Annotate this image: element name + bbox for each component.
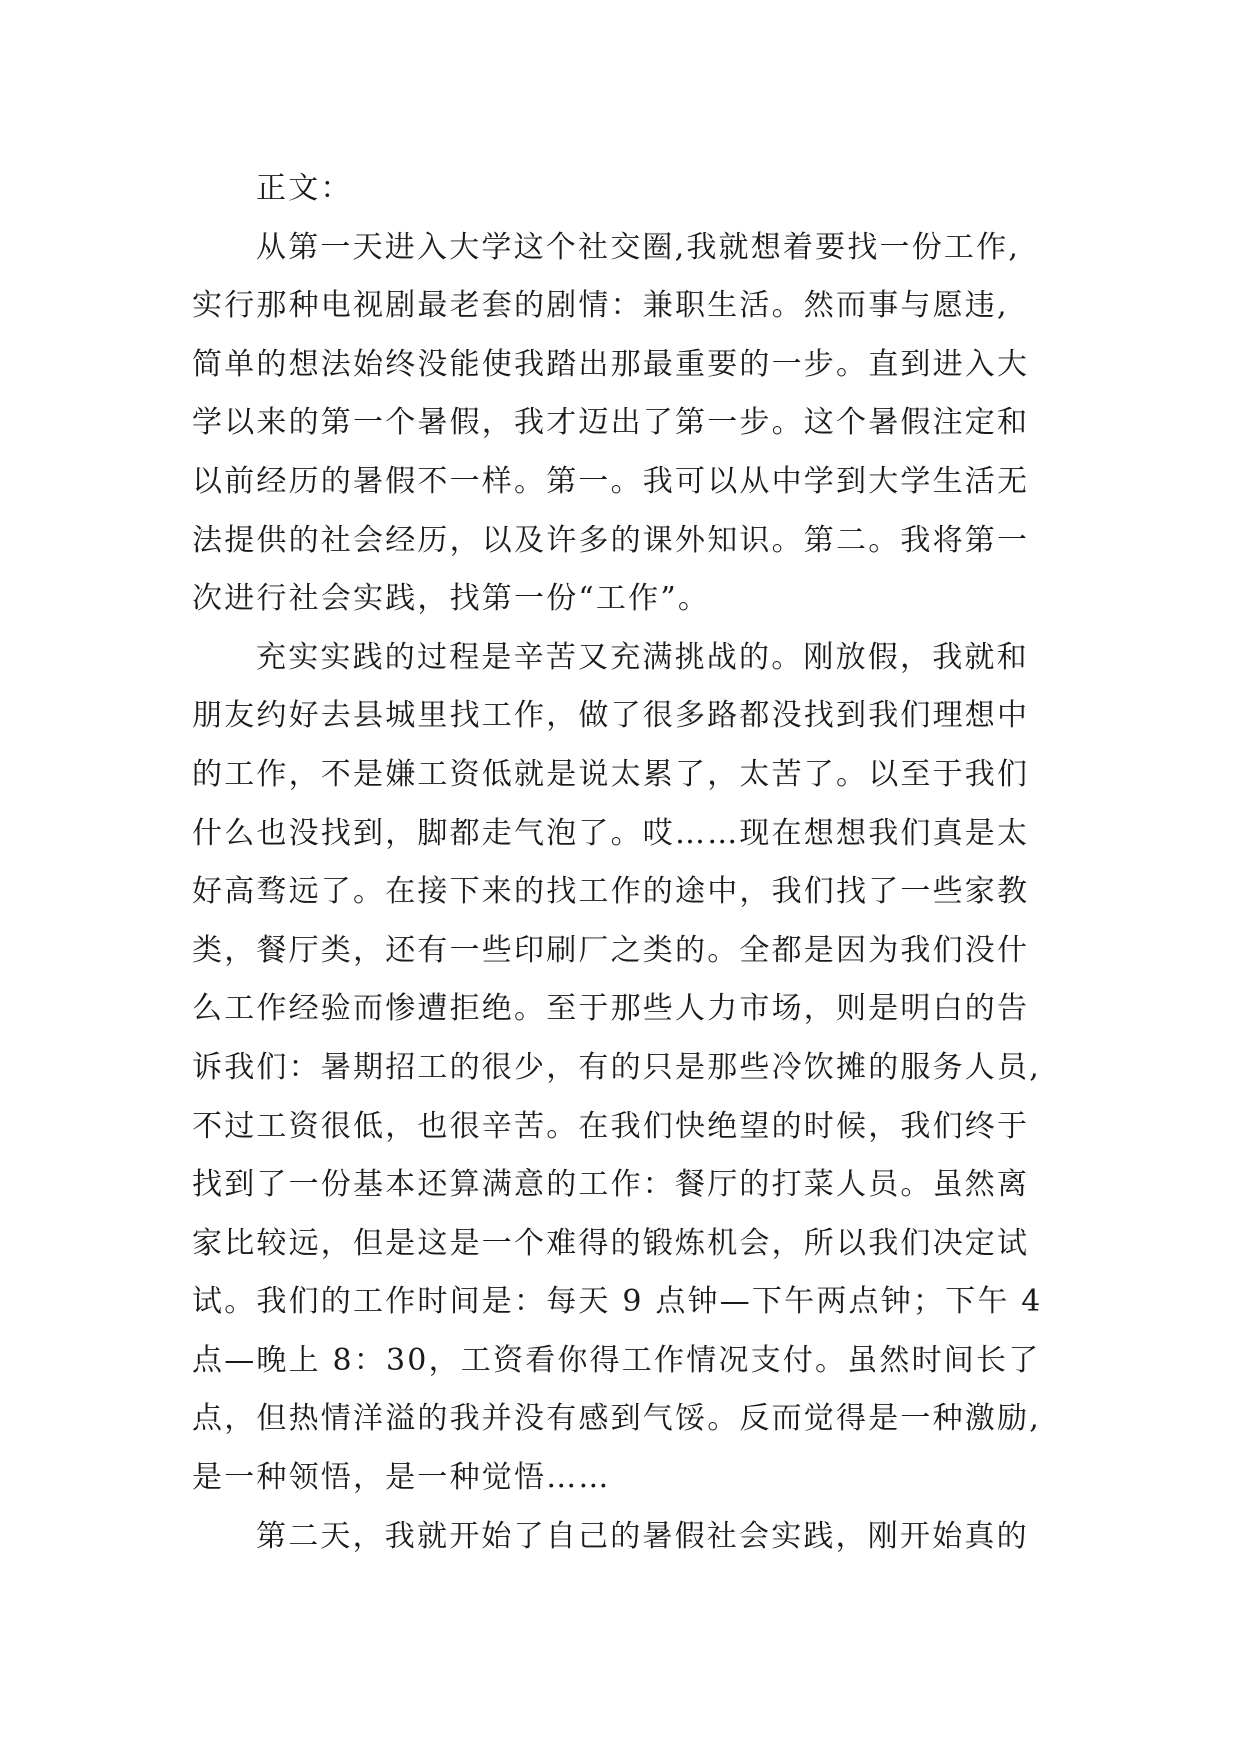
paragraph-line: 家比较远，但是这是一个难得的锻炼机会，所以我们决定试 — [192, 1225, 1030, 1261]
paragraph-line: 是一种领悟，是一种觉悟…… — [192, 1460, 611, 1496]
document-body — [192, 160, 1072, 1566]
paragraph-line: 诉我们：暑期招工的很少，有的只是那些冷饮摊的服务人员, — [192, 1049, 1041, 1085]
paragraph-line: 的工作，不是嫌工资低就是说太累了，太苦了。以至于我们 — [192, 756, 1030, 792]
paragraph-line: 简单的想法始终没能使我踏出那最重要的一步。直到进入大 — [192, 346, 1030, 382]
paragraph-line: 充实实践的过程是辛苦又充满挑战的。刚放假，我就和 — [256, 639, 1029, 675]
paragraph-line: 类，餐厅类，还有一些印刷厂之类的。全都是因为我们没什 — [192, 932, 1030, 968]
paragraph-line: 好高骛远了。在接下来的找工作的途中，我们找了一些家教 — [192, 874, 1030, 910]
paragraph-line: 以前经历的暑假不一样。第一。我可以从中学到大学生活无 — [192, 463, 1030, 499]
paragraph-line: 朋友约好去县城里找工作，做了很多路都没找到我们理想中 — [192, 698, 1030, 734]
paragraph-line: 第二天，我就开始了自己的暑假社会实践，刚开始真的 — [256, 1518, 1029, 1554]
paragraph-line: 次进行社会实践，找第一份“工作”。 — [192, 581, 711, 617]
paragraph-line: 从第一天进入大学这个社交圈,我就想着要找一份工作, — [256, 229, 1021, 265]
paragraph-line: 法提供的社会经历，以及许多的课外知识。第二。我将第一 — [192, 522, 1030, 558]
paragraph-line: 实行那种电视剧最老套的剧情：兼职生活。然而事与愿违, — [192, 288, 1009, 324]
paragraph-line: 点，但热情洋溢的我并没有感到气馁。反而觉得是一种激励, — [192, 1401, 1041, 1437]
paragraph-line: 找到了一份基本还算满意的工作：餐厅的打菜人员。虽然离 — [192, 1167, 1030, 1203]
paragraph-line: 试。我们的工作时间是：每天 9 点钟—下午两点钟；下午 4 — [192, 1284, 1043, 1320]
paragraph-line: 么工作经验而惨遭拒绝。至于那些人力市场，则是明白的告 — [192, 991, 1030, 1027]
paragraph-line: 什么也没找到，脚都走气泡了。哎……现在想想我们真是太 — [192, 815, 1030, 851]
paragraph-line: 学以来的第一个暑假，我才迈出了第一步。这个暑假注定和 — [192, 405, 1030, 441]
paragraph-line: 不过工资很低，也很辛苦。在我们快绝望的时候，我们终于 — [192, 1108, 1030, 1144]
paragraph-line: 点—晚上 8：30，工资看你得工作情况支付。虽然时间长了 — [192, 1342, 1041, 1378]
section-heading: 正文： — [256, 171, 353, 206]
